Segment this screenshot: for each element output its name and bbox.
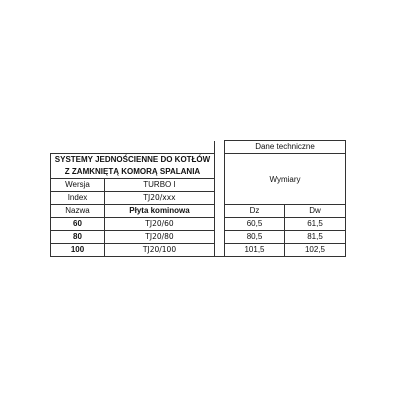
row-product: TJ20/100 [105, 244, 215, 257]
index-label: Index [51, 192, 105, 205]
column-header-dz: Dz [225, 205, 285, 218]
column-gap [215, 205, 225, 218]
title-line-2: Z ZAMKNIĘTĄ KOMORĄ SPALANIA [64, 167, 201, 176]
title-line-1: SYSTEMY JEDNOŚCIENNE DO KOTŁÓW [54, 155, 211, 164]
table-row [51, 218, 346, 231]
title-row [51, 154, 346, 179]
empty-corner [51, 141, 215, 154]
table-row [51, 244, 346, 257]
column-gap [215, 244, 225, 257]
row-dz: 60,5 [225, 218, 285, 231]
column-header-dw: Dw [285, 205, 346, 218]
column-gap [215, 141, 225, 154]
row-product: TJ20/80 [105, 231, 215, 244]
row-name: 60 [51, 218, 105, 231]
index-value: TJ20/xxx [105, 192, 215, 205]
column-header-product: Płyta kominowa [105, 205, 215, 218]
section-header-row [51, 141, 346, 154]
row-product: TJ20/60 [105, 218, 215, 231]
table-row [51, 231, 346, 244]
row-name: 80 [51, 231, 105, 244]
row-dw: 81,5 [285, 231, 346, 244]
dimensions-label: Wymiary [225, 154, 346, 205]
section-label: Dane techniczne [225, 141, 346, 154]
technical-data-table [50, 140, 346, 257]
row-name: 100 [51, 244, 105, 257]
row-dz: 80,5 [225, 231, 285, 244]
row-dw: 61,5 [285, 218, 346, 231]
table-title [51, 154, 215, 179]
version-value: TURBO I [105, 179, 215, 192]
column-header-row [51, 205, 346, 218]
column-gap [215, 231, 225, 244]
version-label: Wersja [51, 179, 105, 192]
column-gap [215, 218, 225, 231]
row-dz: 101,5 [225, 244, 285, 257]
column-header-name: Nazwa [51, 205, 105, 218]
column-gap [215, 154, 225, 205]
row-dw: 102,5 [285, 244, 346, 257]
